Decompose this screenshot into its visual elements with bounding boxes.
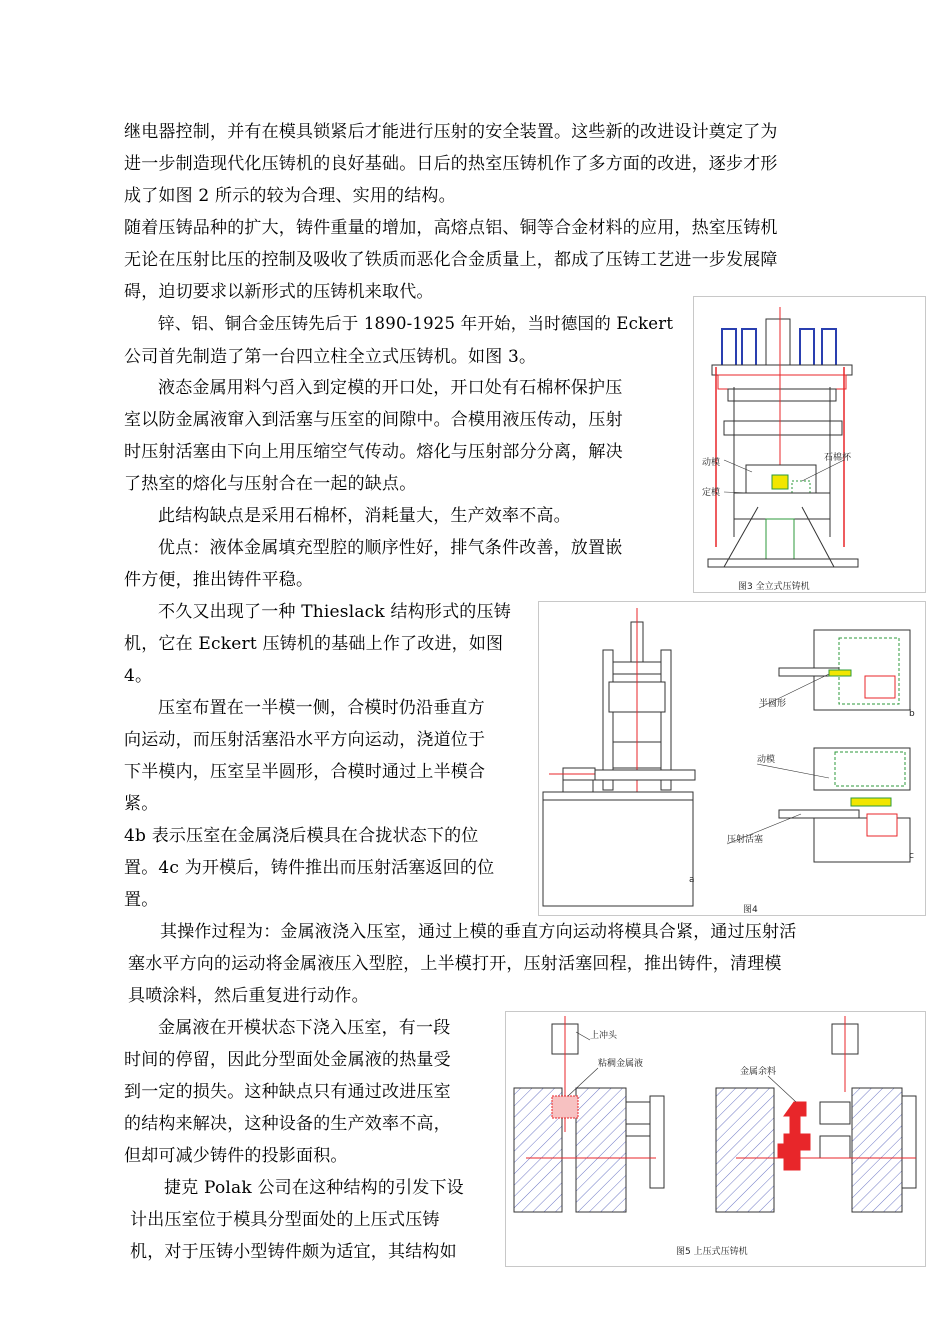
figure-4-caption: 图4	[743, 905, 758, 915]
text-line: 金属液在开模状态下浇入压室，有一段	[158, 1018, 451, 1038]
text-line: 计出压室位于模具分型面处的上压式压铸	[130, 1210, 440, 1230]
text-line: 置。4c 为开模后，铸件推出而压射活塞返回的位	[124, 858, 495, 878]
text-line: 下半模内，压室呈半圆形，合模时通过上半模合	[124, 762, 486, 782]
label-fixed-die: 定模	[702, 488, 721, 498]
text-line: 置。	[124, 890, 159, 910]
label-metal-residue: 金属余料	[740, 1067, 777, 1077]
text-line: 不久又出现了一种 Thieslack 结构形式的压铸	[158, 602, 511, 622]
text-line: 紧。	[124, 794, 159, 814]
text-line: 其操作过程为：金属液浇入压室，通过上模的垂直方向运动将模具合紧，通过压射活	[160, 922, 797, 942]
figure-5	[505, 1011, 926, 1267]
text-line: 的结构来解决，这种设备的生产效率不高，	[124, 1114, 451, 1134]
text-line: 锌、铝、铜合金压铸先后于 1890-1925 年开始，当时德国的 Eckert	[158, 314, 674, 333]
text-line: 室以防金属液窜入到活塞与压室的间隙中。合模用液压传动，压射	[124, 410, 623, 430]
label-b: b	[909, 709, 915, 719]
label-moving-die: 动模	[757, 755, 776, 765]
label-c: c	[909, 851, 914, 861]
text-line: 了热室的熔化与压射合在一起的缺点。	[124, 474, 417, 494]
text-line: 4b 表示压室在金属浇后模具在合拢状态下的位	[124, 826, 479, 846]
text-line: 时间的停留，因此分型面处金属液的热量受	[124, 1050, 451, 1070]
figure-5-drawing	[506, 1012, 925, 1266]
text-line: 塞水平方向的运动将金属液压入型腔，上半模打开，压射活塞回程，推出铸件，清理模	[128, 954, 782, 974]
text-line: 具喷涂料，然后重复进行动作。	[128, 986, 369, 1006]
text-line: 无论在压射比压的控制及吸收了铁质而恶化合金质量上，都成了压铸工艺进一步发展障	[124, 250, 778, 270]
label-sticky-metal: 粘稠金属液	[598, 1059, 644, 1069]
text-line: 4。	[124, 666, 153, 686]
text-line: 进一步制造现代化压铸机的良好基础。日后的热室压铸机作了多方面的改进，逐步才形	[124, 154, 778, 174]
text-line: 随着压铸品种的扩大，铸件重量的增加，高熔点铝、铜等合金材料的应用，热室压铸机	[124, 218, 778, 238]
figure-3-drawing	[694, 297, 925, 592]
text-line: 公司首先制造了第一台四立柱全立式压铸机。如图 3。	[124, 347, 537, 367]
text-line: 优点：液体金属填充型腔的顺序性好，排气条件改善，放置嵌	[158, 538, 623, 558]
label-asbestos-cup: 石棉杯	[824, 453, 852, 463]
text-line: 碍，迫切要求以新形式的压铸机来取代。	[124, 282, 434, 302]
text-line: 机，它在 Eckert 压铸机的基础上作了改进，如图	[124, 634, 504, 654]
text-line: 压室布置在一半模一侧，合模时仍沿垂直方	[158, 698, 485, 718]
text-line: 此结构缺点是采用石棉杯，消耗量大，生产效率不高。	[158, 506, 571, 526]
text-line: 液态金属用料勺舀入到定模的开口处，开口处有石棉杯保护压	[158, 378, 623, 398]
label-a: a	[689, 875, 695, 885]
label-upper-punch: 上冲头	[590, 1031, 618, 1041]
figure-3-caption: 图3 全立式压铸机	[738, 582, 810, 592]
text-line: 向运动，而压射活塞沿水平方向运动，浇道位于	[124, 730, 486, 750]
figure-4-drawing	[539, 602, 925, 915]
figure-5-caption: 图5 上压式压铸机	[676, 1247, 748, 1257]
text-line: 时压射活塞由下向上用压缩空气传动。熔化与压射部分分离，解决	[124, 442, 623, 462]
text-line: 但却可减少铸件的投影面积。	[124, 1146, 348, 1166]
text-line: 到一定的损失。这种缺点只有通过改进压室	[124, 1082, 451, 1102]
text-line: 捷克 Polak 公司在这种结构的引发下设	[164, 1178, 464, 1198]
text-line: 成了如图 2 所示的较为合理、实用的结构。	[124, 186, 456, 206]
label-moving-die: 动模	[702, 458, 721, 468]
text-line: 继电器控制，并有在模具锁紧后才能进行压射的安全装置。这些新的改进设计奠定了为	[124, 122, 778, 142]
figure-4	[538, 601, 926, 916]
label-plunger: 压射活塞	[727, 835, 764, 845]
label-semicircle: 半圆形	[759, 699, 787, 709]
text-line: 机，对于压铸小型铸件颇为适宜，其结构如	[130, 1242, 457, 1262]
figure-3	[693, 296, 926, 593]
text-line: 件方便，推出铸件平稳。	[124, 570, 314, 590]
